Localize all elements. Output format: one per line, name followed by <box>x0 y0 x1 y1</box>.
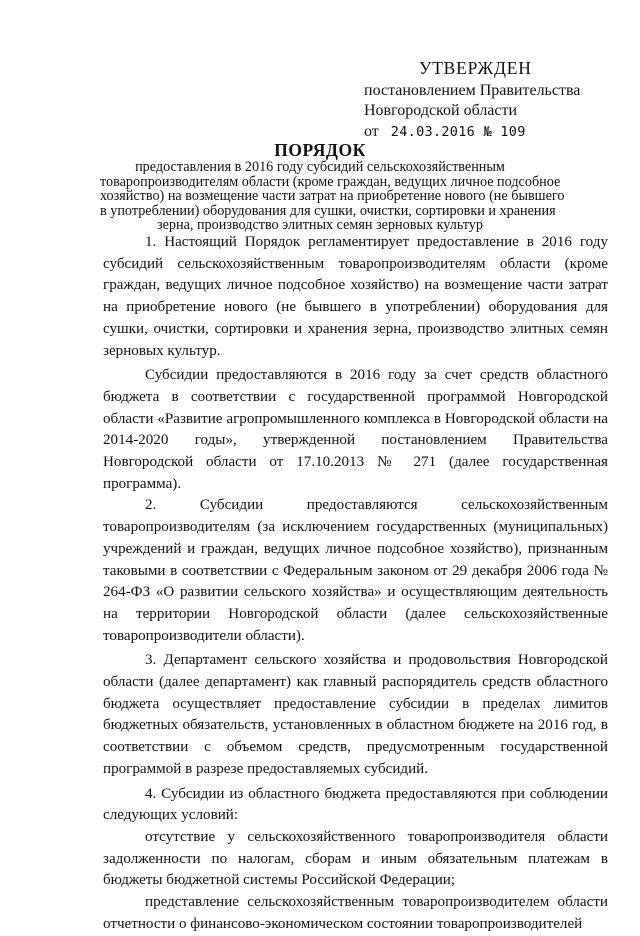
approval-block <box>364 58 614 142</box>
subtitle-line: товаропроизводителям области (кроме граждан, ведущих личное подсобное <box>100 173 561 190</box>
approval-line-1: постановлением Правительства <box>364 81 581 99</box>
approval-date-prefix: от <box>364 122 379 140</box>
document-title: ПОРЯДОК <box>274 140 366 160</box>
approval-line-2: Новгородской области <box>364 102 518 119</box>
paragraph-condition-no-debt: отсутствие у сельскохозяйственного товаропроизводителя области задолженности по налогам, сборам и иным обязательным платежам в бюджеты бюджетной системы Российской Федерации; <box>103 828 608 889</box>
paragraph-funding-source: Субсидии предоставляются в 2016 году за счет средств областного бюджета в соответствии с государственной программой Новгородской области «Развитие агропромышленного комплекса в Новгородской области на 2014-2020 годы», утвержденной постановлением Правительства Новгородской области от 17.10.2013 № 271 (далее государственная программа). <box>103 367 608 492</box>
paragraph-clause-4: 4. Субсидии из областного бюджета предоставляются при соблюдении следующих условий: <box>103 785 608 824</box>
subtitle-line: в употреблении) оборудования для сушки, очистки, сортировки и хранения <box>100 202 556 219</box>
paragraph-condition-reporting: представление сельскохозяйственным товаропроизводителем области отчетности о финансово-экономическом состоянии товаропроизводителей <box>103 894 608 932</box>
approval-date <box>364 122 614 143</box>
subtitle-line: предоставления в 2016 году субсидий сельскохозяйственным <box>135 159 505 175</box>
document-body <box>103 232 608 936</box>
approval-heading: УТВЕРЖДЕН <box>419 58 532 78</box>
paragraph-clause-3: 3. Департамент сельского хозяйства и продовольствия Новгородской области (далее департамент) как главный распорядитель средств областного бюджета осуществляет предоставление субсидии в пределах лимитов бюджетных обязательств, установленных в областном бюджете на 2016 год, в соответствии с объемом средств, предусмотренным государственной программой в разрезе предоставляемых субсидий. <box>103 652 608 777</box>
subtitle-line: хозяйство) на возмещение части затрат на приобретение нового (не бывшего <box>100 188 565 205</box>
document-subtitle <box>100 159 565 234</box>
paragraph-clause-1: 1. Настоящий Порядок регламентирует предоставление в 2016 году субсидий сельскохозяйственным товаропроизводителям области (кроме граждан, ведущих личное подсобное хозяйство) на возмещение части затрат на приобретение нового (не бывшего в употреблении) оборудования для сушки, очистки, сортировки и хранения зерна, производство элитных семян зерновых культур. <box>103 234 608 359</box>
paragraph-clause-2: 2. Субсидии предоставляются сельскохозяйственным товаропроизводителям (за исключением государственных (муниципальных) учреждений и граждан, ведущих личное подсобное хозяйство), признанным таковыми в соответствии с Федеральным законом от 29 декабря 2006 года № 264-ФЗ «О развитии сельского хозяйства» и осуществляющим деятельность на территории Новгородской области (далее сельскохозяйственные товаропроизводители области). <box>103 497 608 644</box>
subtitle-line: зерна, производство элитных семян зерновых культур <box>156 217 483 234</box>
approval-date-value: 24.03.2016 № 109 <box>390 123 526 140</box>
